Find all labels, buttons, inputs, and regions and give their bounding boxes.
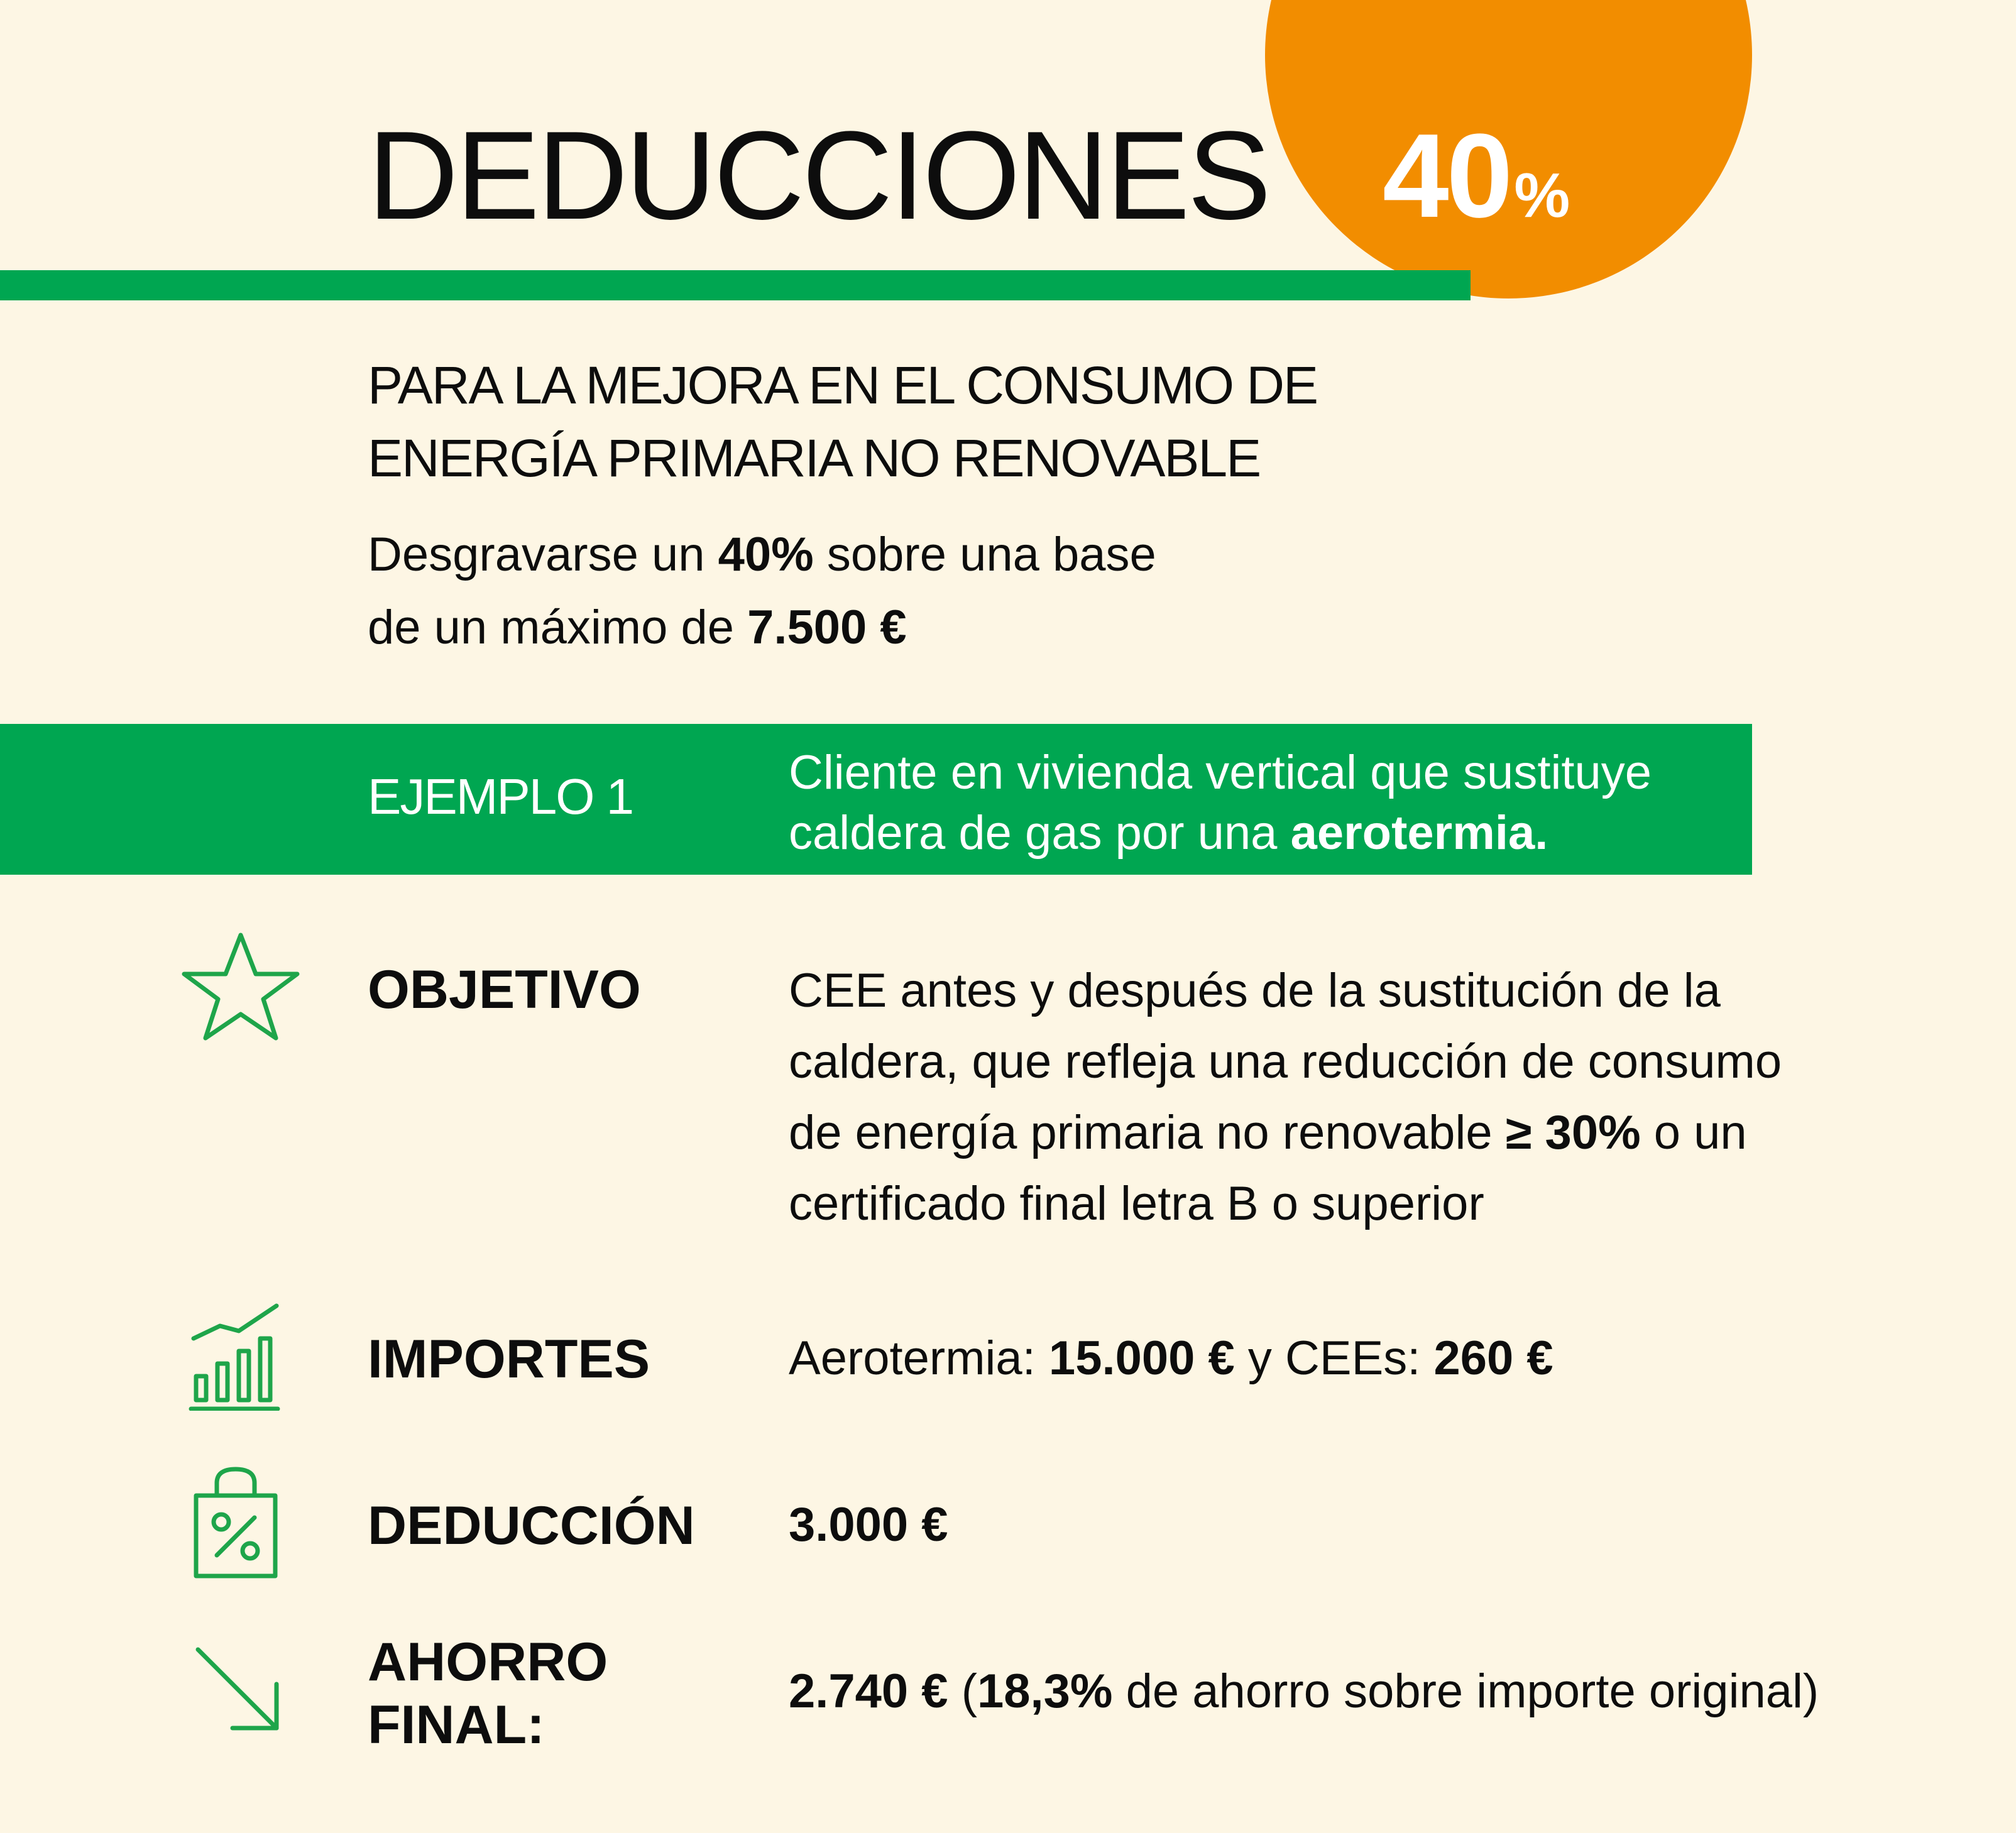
- ahorro-label-line-1: AHORRO: [368, 1632, 608, 1692]
- intro-text-part: de un máximo de: [368, 601, 748, 654]
- badge-symbol: %: [1514, 160, 1570, 231]
- intro-text-part: Desgravarse un: [368, 528, 718, 581]
- objetivo-line-3: [789, 1097, 1782, 1168]
- intro-text: [368, 518, 1156, 664]
- importes-text: [789, 1323, 1553, 1394]
- subtitle-line-2: ENERGÍA PRIMARIA NO RENOVABLE: [368, 429, 1261, 488]
- deduccion-value: [789, 1489, 948, 1560]
- page-title: DEDUCCIONES: [368, 106, 1269, 246]
- objetivo-line-4: certificado final letra B o superior: [789, 1177, 1484, 1230]
- example-line-2: [789, 803, 1652, 863]
- objetivo-label: OBJETIVO: [368, 960, 641, 1020]
- importes-text-part: Aerotermia:: [789, 1332, 1049, 1385]
- example-highlight: aerotermia.: [1290, 806, 1548, 860]
- example-description: [789, 743, 1652, 863]
- ahorro-amount: 2.740 €: [789, 1665, 948, 1718]
- ahorro-label-line-2: FINAL:: [368, 1695, 545, 1755]
- objetivo-text-part: de energía primaria no renovable: [789, 1106, 1506, 1159]
- objetivo-line-2: caldera, que refleja una reducción de consumo: [789, 1035, 1782, 1088]
- importes-aerotermia-amount: 15.000 €: [1048, 1332, 1235, 1385]
- ahorro-percentage: 18,3%: [977, 1665, 1113, 1718]
- intro-text-part: sobre una base: [813, 528, 1156, 581]
- percentage-badge: [1383, 109, 1570, 243]
- shopping-bag-percent-icon: [189, 1464, 283, 1580]
- intro-max-amount: 7.500 €: [747, 601, 907, 654]
- example-text-part: caldera de gas por una: [789, 806, 1291, 860]
- example-label: EJEMPLO 1: [368, 769, 633, 824]
- intro-line-1: [368, 518, 1156, 591]
- ahorro-text-part: de ahorro sobre importe original): [1112, 1665, 1819, 1718]
- deduccion-amount: 3.000 €: [789, 1498, 948, 1551]
- example-line-1: Cliente en vivienda vertical que sustituye: [789, 746, 1652, 799]
- subtitle: [368, 349, 1317, 495]
- objetivo-line-1: CEE antes y después de la sustitución de la: [789, 964, 1721, 1017]
- intro-percentage: 40%: [718, 528, 814, 581]
- bar-chart-icon: [189, 1301, 283, 1411]
- importes-cee-amount: 260 €: [1433, 1332, 1553, 1385]
- objetivo-threshold: ≥ 30%: [1505, 1106, 1641, 1159]
- ahorro-label: [368, 1631, 608, 1756]
- ahorro-text: [789, 1656, 1819, 1727]
- ahorro-text-part: (: [948, 1665, 978, 1718]
- deduccion-label: DEDUCCIÓN: [368, 1496, 695, 1556]
- importes-text-part: y CEEs:: [1234, 1332, 1434, 1385]
- badge-number: 40: [1383, 109, 1511, 243]
- star-icon: [178, 930, 304, 1043]
- arrow-down-right-icon: [192, 1643, 286, 1737]
- intro-line-2: [368, 591, 1156, 664]
- objetivo-text: [789, 955, 1782, 1239]
- importes-label: IMPORTES: [368, 1329, 650, 1389]
- objetivo-text-part: o un: [1640, 1106, 1747, 1159]
- header-divider: [0, 270, 1471, 300]
- subtitle-line-1: PARA LA MEJORA EN EL CONSUMO DE: [368, 356, 1318, 415]
